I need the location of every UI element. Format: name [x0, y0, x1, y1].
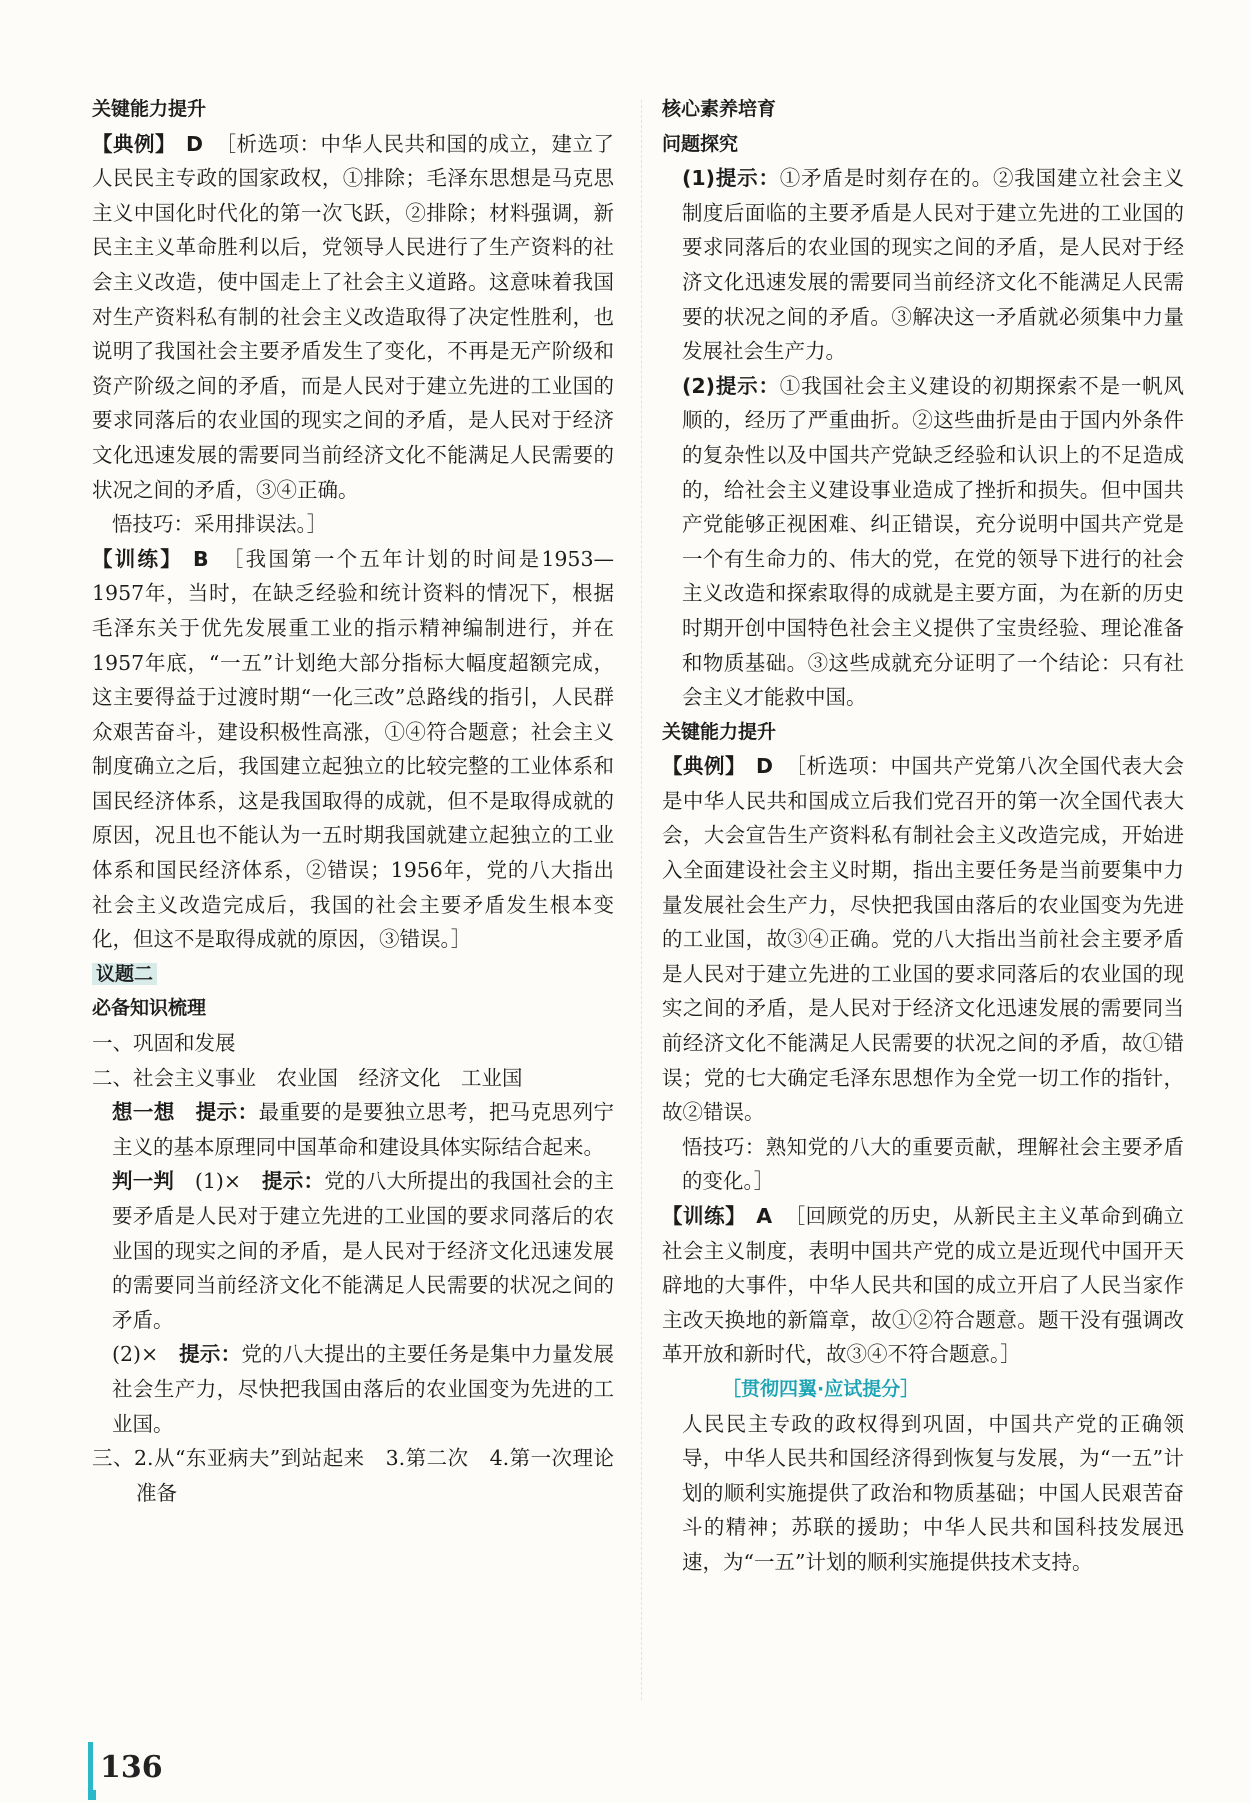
training-label-right: 【训练】 [662, 1204, 747, 1228]
section-heading-core: 核心素养培育 [662, 98, 777, 120]
page-number-bar [88, 1742, 93, 1792]
training-text-right: ［回顾党的历史，从新民主主义革命到确立社会主义制度，表明中国共产党的成立是近现代中国开天辟地的大事件，中华人民共和国的成立开启了人民当家作主改天换地的新篇章，故①②符合题意。题干没有强调改革开放和新时代，故③④不符合题意。］ [662, 1204, 1185, 1367]
explore-q2-paragraph [662, 369, 1184, 715]
knowledge-item-two: 二、社会主义事业 农业国 经济文化 工业国 [92, 1065, 523, 1090]
judge-q2-text: 党的八大提出的主要任务是集中力量发展社会生产力，尽快把我国由落后的农业国变为先进的工业国。 [112, 1342, 615, 1436]
knowledge-item-three: 三、2.从“东亚病夫”到站起来 3.第二次 4.第一次理论准备 [92, 1446, 614, 1505]
example-label-right: 【典例】 [662, 754, 746, 779]
example-answer-right: D [756, 754, 774, 779]
judge-paragraph-one [92, 1164, 614, 1337]
right-column [662, 92, 1184, 1580]
explore-q1-text: ①矛盾是时刻存在的。②我国建立社会主义制度后面临的主要矛盾是人民对于建立先进的工业国的要求同落后的农业国的现实之间的矛盾，是人民对于经济文化迅速发展的需要同当前经济文化不能满足人民需要的状况之间的矛盾。③解决这一矛盾就必须集中力量发展社会生产力。 [682, 166, 1184, 364]
exam-section-title: ［贯彻四翼·应试提分］ [722, 1377, 920, 1400]
think-paragraph [92, 1095, 614, 1164]
think-text: 最重要的是要独立思考，把马克思列宁主义的基本原理同中国革命和建设具体实际结合起来。 [112, 1100, 615, 1159]
example-text-right: ［析选项：中国共产党第八次全国代表大会是中华人民共和国成立后我们党召开的第一次全国代表大会，大会宣告生产资料私有制社会主义改造完成，开始进入全面建设社会主义时期，指出主要任务是当前要集中力量发展社会生产力，尽快把我国由落后的农业国变为先进的工业国，故③④正确。党的八大指出当前社会主要矛盾是人民对于建立先进的工业国的要求同落后的农业国的现实之间的矛盾，是人民对于经济文化迅速发展的需要同当前经济文化不能满足人民需要的状况之间的矛盾，故①错误；党的七大确定毛泽东思想作为全党一切工作的指针，故②错误。 [662, 754, 1185, 1125]
explore-q2-text: ①我国社会主义建设的初期探索不是一帆风顺的，经历了严重曲折。②这些曲折是由于国内外条件的复杂性以及中国共产党缺乏经验和认识上的不足造成的，给社会主义建设事业造成了挫折和损失。但中国共产党能够正视困难、纠正错误，充分说明中国共产党是一个有生命力的、伟大的党，在党的领导下进行的社会主义改造和探索取得的成就是主要方面，为在新的历史时期开创中国特色社会主义提供了宝贵经验、理论准备和物质基础。③这些成就充分证明了一个结论：只有社会主义才能救中国。 [682, 373, 1184, 710]
section-heading-key-ability: 关键能力提升 [92, 98, 207, 120]
example-paragraph [92, 127, 614, 508]
topic-two-title: 议题二 [92, 963, 157, 985]
example-label: 【典例】 [92, 131, 176, 156]
training-label: 【训练】 [92, 546, 183, 571]
training-answer: B [193, 546, 209, 571]
knowledge-item-one: 一、巩固和发展 [92, 1031, 236, 1056]
explore-q1-paragraph [662, 161, 1184, 369]
left-column [92, 92, 614, 1510]
page-number-foot [88, 1790, 96, 1800]
section-heading-knowledge: 必备知识梳理 [92, 997, 207, 1020]
example-tip-right: 悟技巧：熟知党的八大的重要贡献，理解社会主要矛盾的变化。］ [682, 1134, 1184, 1194]
training-paragraph-right [662, 1199, 1184, 1372]
explore-q1-label: (1)提示： [682, 166, 780, 191]
judge-q1-mark: (1)× [194, 1169, 242, 1194]
example-tip: 悟技巧：采用排误法。］ [112, 512, 328, 537]
section-heading-explore: 问题探究 [662, 132, 739, 155]
judge-q2-tip-label: 提示： [179, 1342, 242, 1367]
page-number: 136 [100, 1750, 163, 1785]
exam-answer-text: 人民民主专政的政权得到巩固，中国共产党的正确领导，中华人民共和国经济得到恢复与发展，为“一五”计划的顺利实施提供了政治和物质基础；中国人民艰苦奋斗的精神；苏联的援助；中华人民共和国科技发展迅速，为“一五”计划的顺利实施提供技术支持。 [682, 1411, 1184, 1574]
topic-heading [92, 957, 614, 992]
training-text: ［我国第一个五年计划的时间是1953—1957年，当时，在缺乏经验和统计资料的情况下，根据毛泽东关于优先发展重工业的指示精神编制进行，并在1957年底，“一五”计划绝大部分指标大幅度超额完成，这主要得益于过渡时期“一化三改”总路线的指引，人民群众艰苦奋斗，建设积极性高涨，①④符合题意；社会主义制度确立之后，我国建立起独立的比较完整的工业体系和国民经济体系，这是我国取得的成就，但不是取得成就的原因，况且也不能认为一五时期我国就建立起独立的工业体系和国民经济体系，②错误；1956年，党的八大指出社会主义改造完成后，我国的社会主要矛盾发生根本变化，但这不是取得成就的原因，③错误。］ [92, 546, 615, 952]
judge-q2-mark: (2)× [112, 1342, 159, 1367]
training-paragraph [92, 542, 614, 957]
example-answer: D [186, 131, 204, 156]
judge-q1-text: 党的八大所提出的我国社会的主要矛盾是人民对于建立先进的工业国的要求同落后的农业国的现实之间的矛盾，是人民对于经济文化迅速发展的需要同当前经济文化不能满足人民需要的状况之间的矛盾。 [112, 1169, 615, 1332]
explore-q2-label: (2)提示： [682, 373, 780, 398]
example-text: ［析选项：中华人民共和国的成立，建立了人民民主专政的国家政权，①排除；毛泽东思想是马克思主义中国化时代化的第一次飞跃，②排除；材料强调，新民主主义革命胜利以后，党领导人民进行了生产资料的社会主义改造，使中国走上了社会主义道路。这意味着我国对生产资料私有制的社会主义改造取得了决定性胜利，也说明了我国社会主要矛盾发生了变化，不再是无产阶级和资产阶级之间的矛盾，而是人民对于建立先进的工业国的要求同落后的农业国的现实之间的矛盾，是人民对于经济文化迅速发展的需要同当前经济文化不能满足人民需要的状况之间的矛盾，③④正确。 [92, 131, 615, 502]
think-tip-label: 提示： [195, 1100, 259, 1125]
think-label: 想一想 [112, 1100, 175, 1125]
judge-q1-tip-label: 提示： [262, 1169, 325, 1194]
column-divider [641, 100, 642, 1700]
section-heading-key-ability-right: 关键能力提升 [662, 720, 777, 743]
training-answer-right: A [756, 1204, 773, 1228]
example-paragraph-right [662, 749, 1184, 1130]
judge-paragraph-two [92, 1337, 614, 1441]
judge-label: 判一判 [112, 1169, 175, 1194]
